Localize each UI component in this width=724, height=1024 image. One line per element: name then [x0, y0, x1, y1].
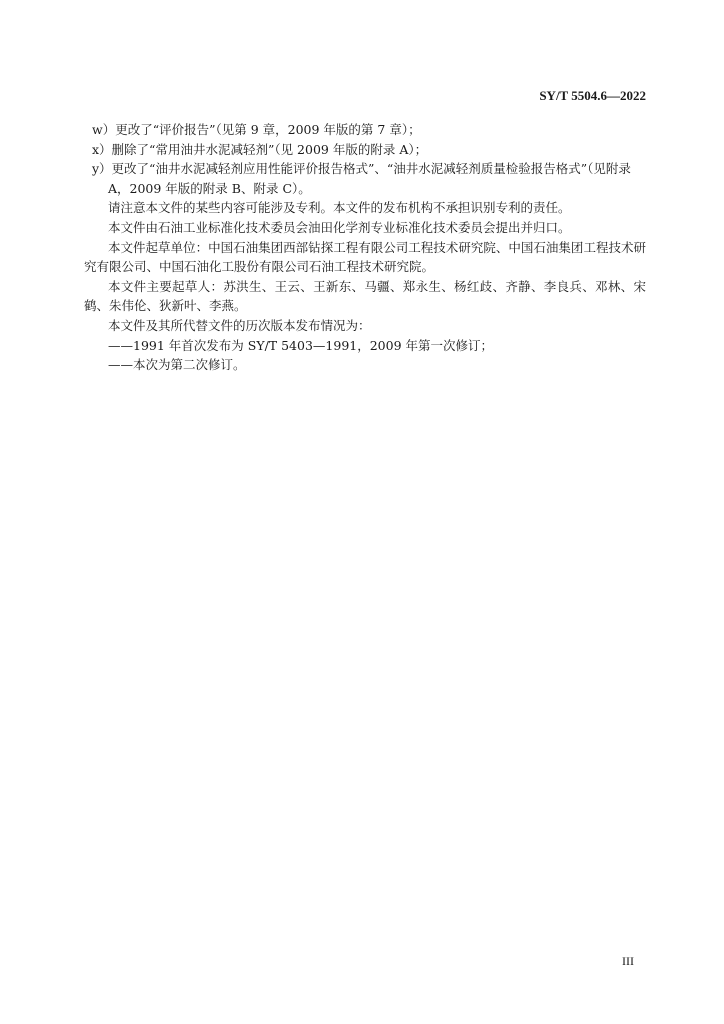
drafters: 本文件主要起草人：苏洪生、王云、王新东、马疆、郑永生、杨红歧、齐静、李良兵、邓林、宋鹤、朱伟伦、狄新叶、李燕。: [84, 278, 646, 314]
change-item-x: x）删除了“常用油井水泥减轻剂”（见 2009 年版的附录 A）；: [92, 141, 428, 157]
change-item-w: w）更改了“评价报告”（见第 9 章，2009 年版的第 7 章）；: [92, 122, 421, 137]
change-item-y: y）更改了“油井水泥减轻剂应用性能评价报告格式”、“油井水泥减轻剂质量检验报告格式”（见附录 A，2009 年版的附录 B、附录 C）。: [92, 161, 631, 196]
history-item-1: ——1991 年首次发布为 SY/T 5403—1991，2009 年第一次修订；: [108, 337, 494, 353]
document-code: SY/T 5504.6—2022: [539, 88, 646, 103]
history-item-2: ——本次为第二次修订。: [108, 357, 246, 373]
proposer-statement: 本文件由石油工业标准化技术委员会油田化学剂专业标准化技术委员会提出并归口。: [108, 219, 571, 235]
foreword-body: [84, 120, 646, 375]
drafting-units: 本文件起草单位：中国石油集团西部钻探工程有限公司工程技术研究院、中国石油集团工程技术研究有限公司、中国石油化工股份有限公司石油工程技术研究院。: [84, 239, 646, 275]
patent-notice: 请注意本文件的某些内容可能涉及专利。本文件的发布机构不承担识别专利的责任。: [108, 200, 571, 216]
history-intro: 本文件及其所代替文件的历次版本发布情况为：: [108, 317, 371, 333]
page-number: III: [622, 954, 634, 968]
